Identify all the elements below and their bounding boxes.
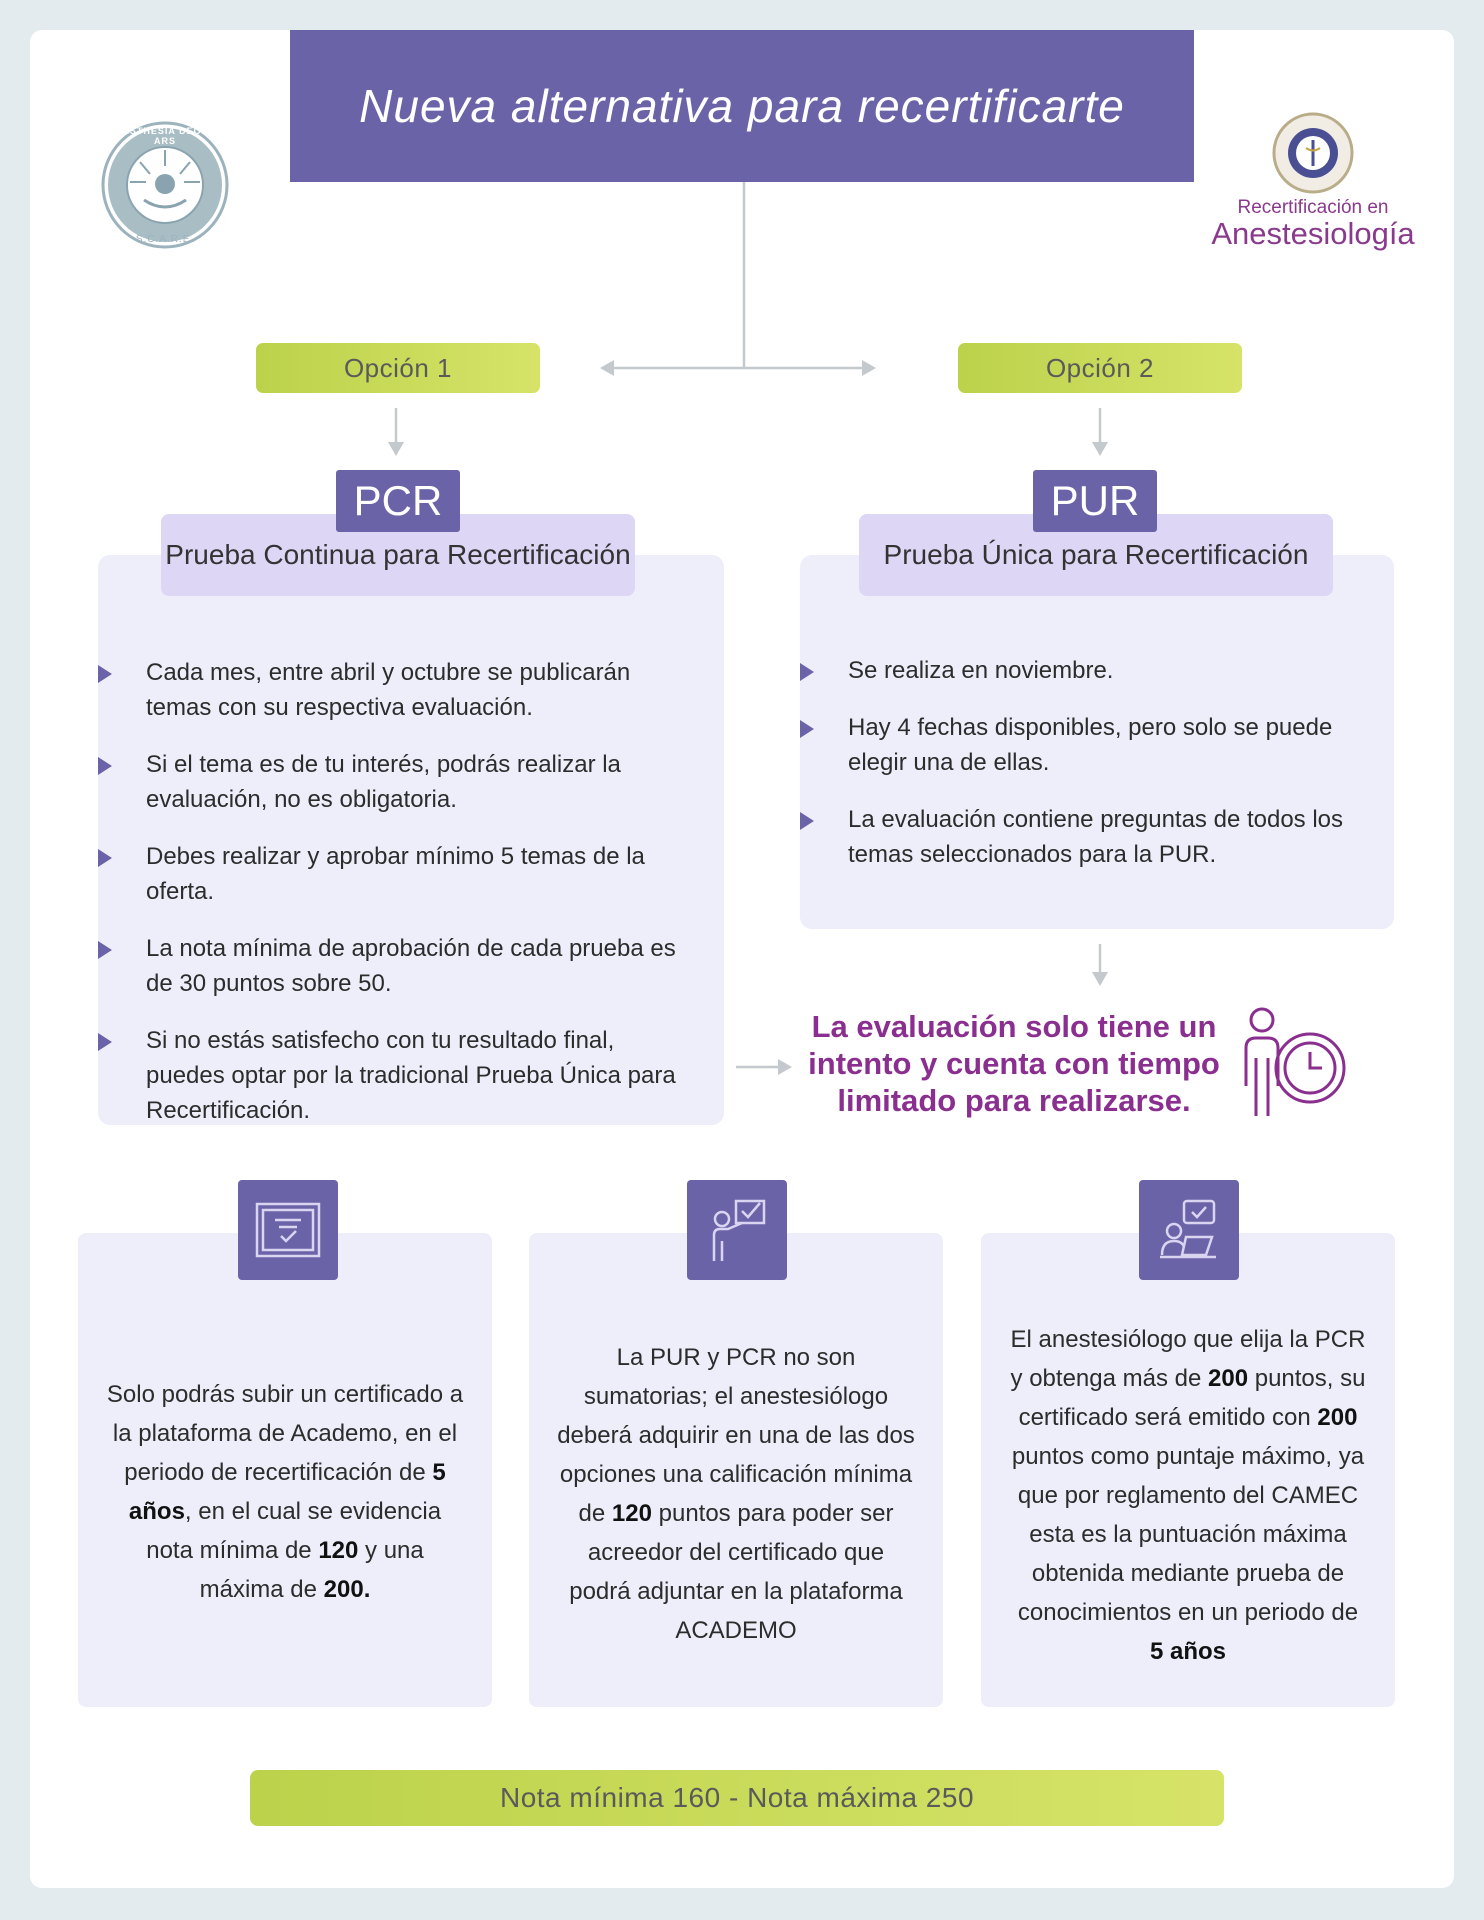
triangle-bullet-icon: [98, 757, 112, 775]
card-max-score-text: El anestesiólogo que elija la PCR y obtenga más de 200 puntos, su certificado será emitido con 200 puntos como puntaje máximo, ya que por reglamento del CAMEC esta es la puntuación máxima obtenida mediante prueba de conocimientos en un periodo de 5 años: [1010, 1326, 1366, 1665]
seal-ring-text: ANÆSTHESIA DEORUM ARS: [104, 126, 226, 146]
list-item: Si no estás satisfecho con tu resultado final, puedes optar por la tradicional Prueba Única para Recertificación.: [98, 1023, 688, 1128]
pcr-name: Prueba Continua para Recertificación: [161, 514, 635, 596]
pcr-code: PCR: [336, 470, 460, 532]
list-item: Hay 4 fechas disponibles, pero solo se puede elegir una de ellas.: [800, 710, 1360, 780]
seal-bottom-text: S.C.A.R.E.: [135, 234, 195, 245]
recertification-badge-icon: [1272, 112, 1354, 194]
page-title: Nueva alternativa para recertificarte: [290, 30, 1194, 182]
pcr-bullet-list: [98, 655, 688, 1150]
list-item: Si el tema es de tu interés, podrás realizar la evaluación, no es obligatoria.: [98, 747, 688, 817]
brand-line1: Recertificación en: [1237, 197, 1389, 218]
list-item: Cada mes, entre abril y octubre se publicarán temas con su respectiva evaluación.: [98, 655, 688, 725]
presenter-check-icon: [687, 1180, 787, 1280]
card-certificate-text: Solo podrás subir un certificado a la plataforma de Academo, en el periodo de recertificación de 5 años, en el cual se evidencia nota mínima de 120 y una máxima de 200.: [106, 1381, 464, 1603]
certificate-icon: [238, 1180, 338, 1280]
triangle-bullet-icon: [800, 720, 814, 738]
brand-line2: Anestesiología: [1211, 216, 1415, 251]
triangle-bullet-icon: [98, 849, 112, 867]
list-item: Debes realizar y aprobar mínimo 5 temas de la oferta.: [98, 839, 688, 909]
pur-bullet-list: [800, 653, 1360, 894]
evaluation-note: La evaluación solo tiene un intento y cuenta con tiempo limitado para realizarse.: [808, 1009, 1220, 1118]
triangle-bullet-icon: [800, 663, 814, 681]
option-1-pill: Opción 1: [256, 343, 540, 393]
triangle-bullet-icon: [98, 665, 112, 683]
laptop-chat-icon: [1139, 1180, 1239, 1280]
card-not-cumulative-text: La PUR y PCR no son sumatorias; el anestesiólogo deberá adquirir en una de las dos opciones una calificación mínima de 120 puntos para poder ser acreedor del certificado que podrá adjuntar en la plataforma ACADEMO: [557, 1344, 915, 1644]
pur-name: Prueba Única para Recertificación: [859, 514, 1333, 596]
triangle-bullet-icon: [98, 941, 112, 959]
triangle-bullet-icon: [800, 812, 814, 830]
list-item: Se realiza en noviembre.: [800, 653, 1360, 688]
person-clock-icon: [1232, 1006, 1350, 1118]
triangle-bullet-icon: [98, 1033, 112, 1051]
pur-code: PUR: [1033, 470, 1157, 532]
score-range-footer: Nota mínima 160 - Nota máxima 250: [250, 1770, 1224, 1826]
list-item: La nota mínima de aprobación de cada prueba es de 30 puntos sobre 50.: [98, 931, 688, 1001]
list-item: La evaluación contiene preguntas de todos los temas seleccionados para la PUR.: [800, 802, 1360, 872]
option-2-pill: Opción 2: [958, 343, 1242, 393]
